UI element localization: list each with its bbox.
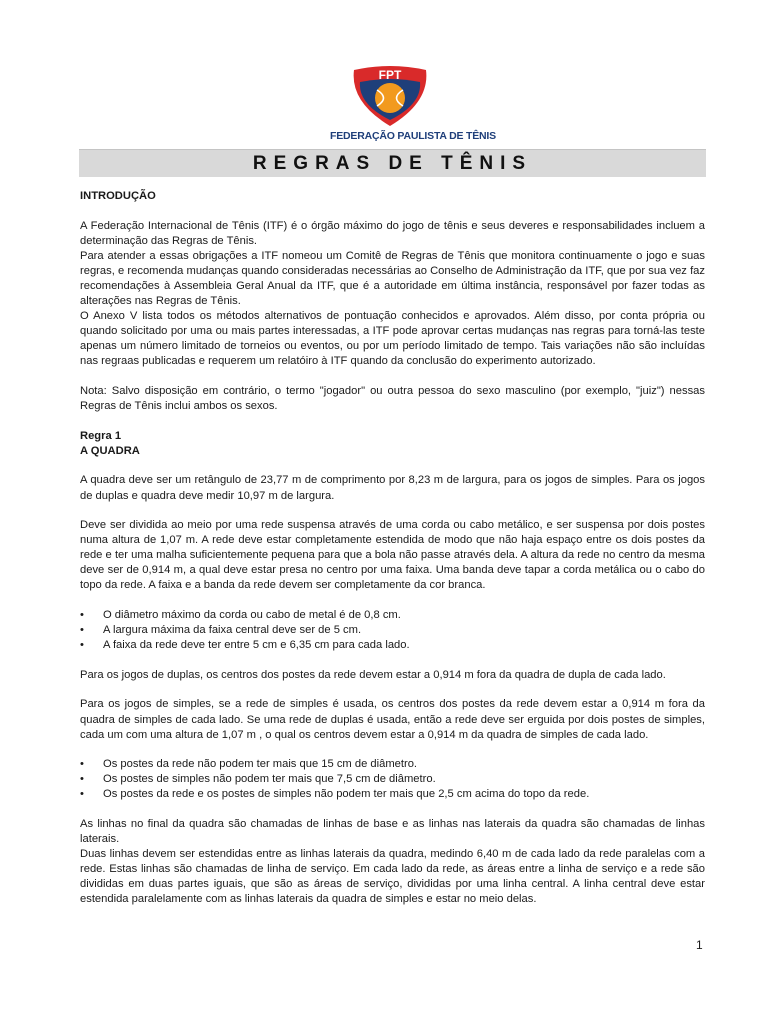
list-item: • A largura máxima da faixa central deve ser de 5 cm. — [80, 623, 705, 638]
intro-paragraph-1: A Federação Internacional de Tênis (ITF) é o órgão máximo do jogo de tênis e seus deveres e responsabilidades incluem a determinação das Regras de Tênis. — [80, 219, 705, 247]
fpt-shield-icon — [350, 66, 430, 128]
rule-heading: A QUADRA — [80, 444, 140, 457]
intro-note: Nota: Salvo disposição em contrário, o termo "jogador" ou outra pessoa do sexo masculino (por exemplo, "juiz") nessas Regras de Tênis inclui ambos os sexos. — [80, 385, 705, 413]
fpt-logo — [330, 66, 496, 146]
logo-text: FPT — [378, 68, 402, 82]
rule-paragraph-2: Deve ser dividida ao meio por uma rede suspensa através de uma corda ou cabo metálico, e ser suspensa por dois postes numa altura de 1,07 m. A rede deve estar completamente estendida de modo que não haja espaço entre os dois postes da rede e ter uma malha suficientemente pequena para que a bola não passe através dela. A altura da rede no centro da mesma deve ser de 0,914 m, a qual deve estar presa no centro por uma faixa. Uma banda deve tapar a corda metálica ou o cabo do topo da rede. A faixa e a banda da rede devem ser completamente da cor branca. — [80, 519, 705, 592]
rule-paragraph-3: Para os jogos de duplas, os centros dos postes da rede devem estar a 0,914 m fora da quadra de dupla de cada lado. — [80, 668, 666, 681]
intro-paragraph-2: Para atender a essas obrigações a ITF nomeou um Comitê de Regras de Tênis que monitora continuamente o jogo e suas regras, e recomenda mudanças quando consideradas necessárias ao Conselho de Administração da ITF, que por sua vez faz recomendações à Assembleia Geral Anual da ITF, que é a autoridade em última instância, responsável por fazer todas as alterações nas Regras de Tênis. — [80, 249, 705, 308]
rule-paragraph-1: A quadra deve ser um retângulo de 23,77 m de comprimento por 8,23 m de largura, para os jogos de simples. Para os jogos de duplas e quadra deve medir 10,97 m de largura. — [80, 474, 705, 502]
title-bar — [79, 149, 706, 177]
rule-label: Regra 1 — [80, 429, 122, 442]
page-title: REGRAS DE TÊNIS — [252, 152, 533, 174]
intro-paragraph-3: O Anexo V lista todos os métodos alternativos de pontuação conhecidos e aprovados. Além disso, por conta própria ou quando solicitado por uma ou mais partes interessadas, a ITF pode aprovar certas mudanças nas regras para torná-las teste apenas um número limitado de torneios ou eventos, ou por um período limitado de tempo. Tais variações não são incluídas nas regraas publicadas e requerem um relatóiro à ITF quando da conclusão do experimento autorizado. — [80, 310, 705, 368]
list-item: • O diâmetro máximo da corda ou cabo de metal é de 0,8 cm. — [80, 608, 705, 623]
rule-paragraph-5: As linhas no final da quadra são chamadas de linhas de base e as linhas nas laterais da quadra são chamadas de linhas laterais. — [80, 818, 705, 846]
page-number: 1 — [696, 938, 703, 952]
list-item: • Os postes da rede não podem ter mais que 15 cm de diâmetro. — [80, 757, 705, 772]
rule-paragraph-6: Duas linhas devem ser estendidas entre as linhas laterais da quadra, medindo 6,40 m de cada lado da rede paralelas com a rede. Estas linhas são chamadas de linha de serviço. Em cada lado da rede, as áreas entre a linha de serviço e a rede são divididas em duas partes iguais, que são as áreas de serviço, divididas por uma linha central. A linha central deve estar estendida paralelamente com as linhas laterais da quadra de simples e estar no meio delas. — [80, 848, 705, 906]
list-item: • A faixa da rede deve ter entre 5 cm e 6,35 cm para cada lado. — [80, 638, 705, 653]
intro-heading: INTRODUÇÃO — [80, 190, 156, 202]
list-item: • Os postes da rede e os postes de simples não podem ter mais que 2,5 cm acima do topo da rede. — [80, 787, 705, 802]
list-item: • Os postes de simples não podem ter mais que 7,5 cm de diâmetro. — [80, 772, 705, 787]
bullet-list-net — [80, 608, 705, 653]
rule-paragraph-4: Para os jogos de simples, se a rede de simples é usada, os centros dos postes da rede devem estar a 0,914 m fora da quadra de simples de cada lado. Se uma rede de duplas é usada, então a rede deve ser erguida por dois postes de simples, cada um com uma altura de 1,07 m , o qual os centros devem estar a 0,914 m da quadra de simples de cada lado. — [80, 698, 705, 741]
federation-name: FEDERAÇÃO PAULISTA DE TÊNIS — [330, 130, 496, 142]
document-body — [80, 189, 705, 908]
bullet-list-posts — [80, 757, 705, 802]
